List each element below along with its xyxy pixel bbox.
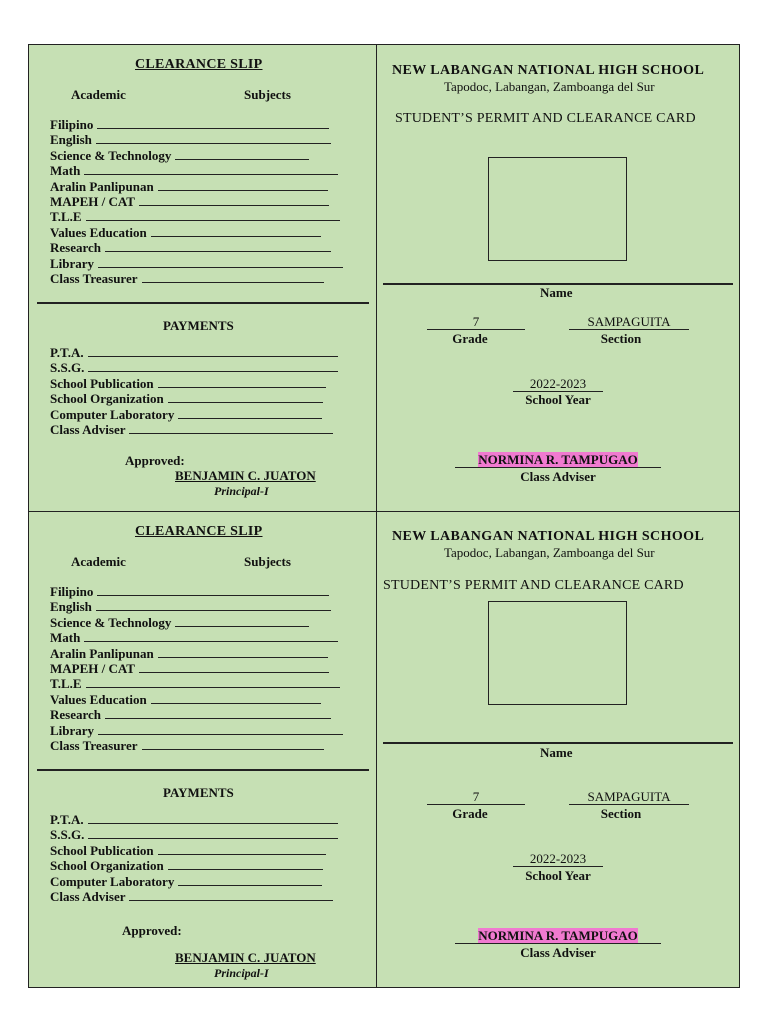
subject-row: Filipino	[50, 117, 329, 132]
subject-row: English	[50, 132, 331, 147]
academic-header: Academic	[71, 554, 126, 569]
school-year-label: School Year	[525, 868, 591, 883]
subject-row: Class Treasurer	[50, 271, 324, 286]
subject-row: Aralin Panlipunan	[50, 646, 328, 661]
grade-label: Grade	[452, 806, 488, 821]
school-year-value: 2022-2023	[513, 852, 603, 867]
payment-row: School Publication	[50, 843, 326, 858]
permit-title: STUDENT’S PERMIT AND CLEARANCE CARD	[383, 578, 684, 593]
school-year-label: School Year	[525, 392, 591, 407]
subject-row: T.L.E	[50, 676, 340, 691]
payment-row: S.S.G.	[50, 360, 338, 375]
class-adviser-name: NORMINA R. TAMPUGAO	[478, 928, 638, 943]
principal-name: BENJAMIN C. JUATON	[175, 468, 316, 483]
academic-header: Academic	[71, 87, 126, 102]
card-panel-bottom	[29, 512, 739, 978]
subject-row: Library	[50, 256, 343, 271]
subject-row: English	[50, 599, 331, 614]
payment-row: School Organization	[50, 391, 323, 406]
payment-row: Computer Laboratory	[50, 874, 322, 889]
section-value: SAMPAGUITA	[569, 315, 689, 330]
subject-row: Class Treasurer	[50, 738, 324, 753]
grade-value: 7	[427, 790, 525, 805]
subject-row: T.L.E	[50, 209, 340, 224]
payment-row: P.T.A.	[50, 812, 338, 827]
principal-title: Principal-I	[214, 966, 269, 980]
permit-title: STUDENT’S PERMIT AND CLEARANCE CARD	[395, 111, 696, 126]
subject-row: Values Education	[50, 225, 321, 240]
school-year-value: 2022-2023	[513, 377, 603, 392]
payments-title: PAYMENTS	[163, 785, 234, 800]
section-label: Section	[600, 806, 642, 821]
approved-label: Approved:	[125, 453, 185, 468]
subject-row: Science & Technology	[50, 148, 309, 163]
school-address: Tapodoc, Labangan, Zamboanga del Sur	[444, 545, 655, 560]
card-panel-top	[29, 45, 739, 511]
subject-row: Library	[50, 723, 343, 738]
subject-row: MAPEH / CAT	[50, 661, 329, 676]
section-value: SAMPAGUITA	[569, 790, 689, 805]
clearance-slip-title: CLEARANCE SLIP	[135, 57, 263, 72]
class-adviser-name: NORMINA R. TAMPUGAO	[478, 452, 638, 467]
principal-name: BENJAMIN C. JUATON	[175, 950, 316, 965]
name-label: Name	[540, 745, 573, 760]
photo-box	[488, 601, 627, 705]
clearance-slip-title: CLEARANCE SLIP	[135, 524, 263, 539]
payment-row: School Publication	[50, 376, 326, 391]
subject-row: Science & Technology	[50, 615, 309, 630]
subject-row: Research	[50, 707, 331, 722]
payment-row: S.S.G.	[50, 827, 338, 842]
approved-label: Approved:	[122, 923, 182, 938]
grade-label: Grade	[452, 331, 488, 346]
subject-row: Research	[50, 240, 331, 255]
school-name: NEW LABANGAN NATIONAL HIGH SCHOOL	[392, 529, 705, 544]
clearance-sheet	[28, 44, 740, 988]
payment-row: School Organization	[50, 858, 323, 873]
subject-row: Aralin Panlipunan	[50, 179, 328, 194]
class-adviser-line	[455, 929, 661, 944]
principal-title: Principal-I	[214, 484, 269, 498]
subject-row: Values Education	[50, 692, 321, 707]
section-label: Section	[600, 331, 642, 346]
payment-row: Computer Laboratory	[50, 407, 322, 422]
section-divider	[37, 769, 369, 771]
subject-row: Filipino	[50, 584, 329, 599]
grade-value: 7	[427, 315, 525, 330]
payment-row: P.T.A.	[50, 345, 338, 360]
name-label: Name	[540, 285, 573, 300]
class-adviser-label: Class Adviser	[520, 945, 596, 960]
school-address: Tapodoc, Labangan, Zamboanga del Sur	[444, 79, 655, 94]
class-adviser-line	[455, 453, 661, 468]
payment-row: Class Adviser	[50, 422, 333, 437]
subjects-header: Subjects	[244, 87, 291, 102]
photo-box	[488, 157, 627, 261]
subject-row: Math	[50, 163, 338, 178]
payment-row: Class Adviser	[50, 889, 333, 904]
name-line	[383, 742, 733, 744]
section-divider	[37, 302, 369, 304]
school-name: NEW LABANGAN NATIONAL HIGH SCHOOL	[392, 63, 705, 78]
subject-row: Math	[50, 630, 338, 645]
class-adviser-label: Class Adviser	[520, 469, 596, 484]
subjects-header: Subjects	[244, 554, 291, 569]
payments-title: PAYMENTS	[163, 318, 234, 333]
subject-row: MAPEH / CAT	[50, 194, 329, 209]
